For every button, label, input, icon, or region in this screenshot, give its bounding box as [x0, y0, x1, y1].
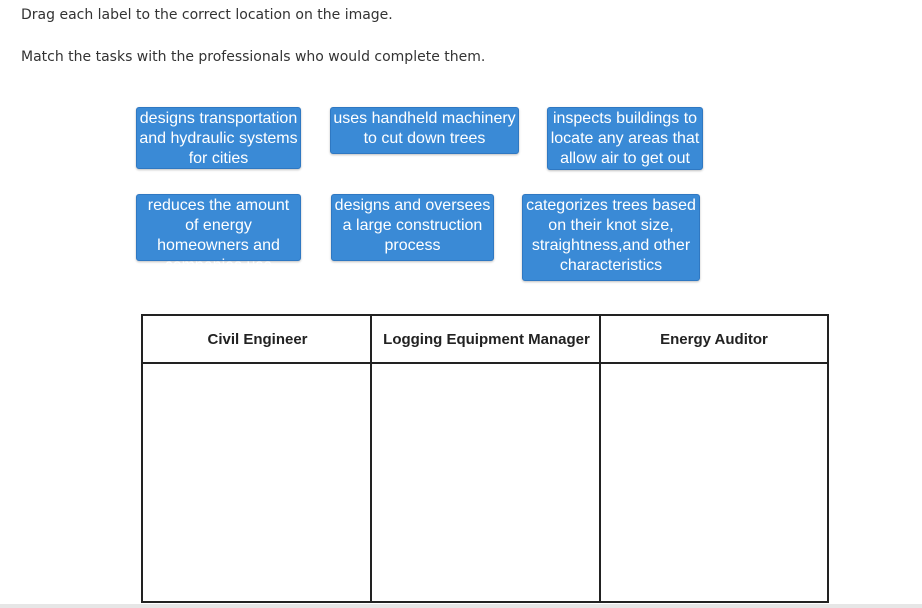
bottom-scroll-edge [0, 604, 922, 608]
draggable-label-construction-process[interactable]: designs and oversees a large construction process [331, 194, 494, 261]
drop-target-civil-engineer[interactable] [143, 364, 370, 601]
column-header-energy-auditor: Energy Auditor [660, 330, 768, 348]
instruction-match: Match the tasks with the professionals who would complete them. [21, 49, 486, 65]
drop-target-logging-equipment-manager[interactable] [372, 364, 599, 601]
draggable-label-cut-trees[interactable]: uses handheld machinery to cut down trees [330, 107, 519, 154]
draggable-label-civil-design[interactable]: designs transportation and hydraulic systems for cities [136, 107, 301, 169]
instruction-drag: Drag each label to the correct location on the image. [21, 7, 393, 23]
column-header-civil-engineer: Civil Engineer [207, 330, 308, 348]
drop-target-energy-auditor[interactable] [601, 364, 827, 601]
column-header-logging-equipment-manager: Logging Equipment Manager [383, 330, 590, 348]
drop-zone-table [141, 314, 829, 603]
draggable-label-reduce-energy[interactable]: reduces the amount of energy homeowners and companies use [136, 194, 301, 261]
draggable-label-inspect-buildings[interactable]: inspects buildings to locate any areas that allow air to get out [547, 107, 703, 170]
draggable-label-categorize-trees[interactable]: categorizes trees based on their knot size, straightness,and other characteristics [522, 194, 700, 281]
